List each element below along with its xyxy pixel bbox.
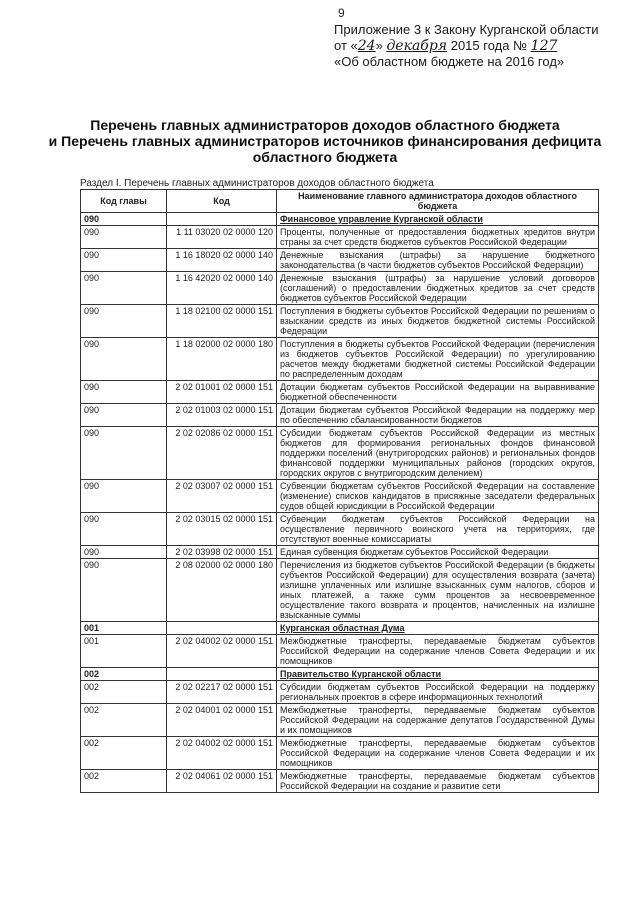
header-name: Наименование главного администратора доходов областного бюджета [277, 190, 599, 213]
chapter-code-cell: 090 [81, 381, 167, 404]
table-row [81, 226, 599, 249]
code-cell: 2 02 03007 02 0000 151 [167, 480, 277, 513]
code-cell [167, 213, 277, 226]
chapter-code-cell: 002 [81, 668, 167, 681]
table-group-row [81, 213, 599, 226]
table-row [81, 681, 599, 704]
title-line1: Перечень главных администраторов доходов областного бюджета [90, 117, 560, 133]
handwritten-day: 24 [357, 38, 376, 54]
name-cell: Проценты, полученные от предоставления бюджетных кредитов внутри страны за счет средств бюджетов субъектов Российской Федерации [277, 226, 599, 249]
chapter-code-cell: 002 [81, 737, 167, 770]
name-cell: Денежные взыскания (штрафы) за нарушение условий договоров (соглашений) о предоставлении бюджетных кредитов за счет средств бюджетов субъектов Российской Федерации [277, 272, 599, 305]
name-cell: Единая субвенция бюджетам субъектов Российской Федерации [277, 546, 599, 559]
appendix-mid: » [375, 38, 383, 53]
name-cell: Правительство Курганской области [277, 668, 599, 681]
chapter-code-cell: 090 [81, 559, 167, 622]
document-title [40, 117, 610, 165]
table-row [81, 513, 599, 546]
code-cell: 2 02 01003 02 0000 151 [167, 404, 277, 427]
appendix-prefix: от « [334, 38, 358, 53]
name-cell: Межбюджетные трансферты, передаваемые бюджетам субъектов Российской Федерации на содержание членов Совета Федерации и их помощников [277, 737, 599, 770]
code-cell: 2 02 04002 02 0000 151 [167, 737, 277, 770]
chapter-code-cell: 090 [81, 404, 167, 427]
chapter-code-cell: 002 [81, 770, 167, 793]
code-cell [167, 668, 277, 681]
name-cell: Субсидии бюджетам субъектов Российской Федерации из местных бюджетов для формирования региональных фондов финансовой поддержки поселений (внутригородских районов) и региональных фондов финансовой поддержки муниципальных районов (городских округов, городских округов с внутригородским делением) [277, 427, 599, 480]
administrators-table [80, 189, 599, 793]
chapter-code-cell: 090 [81, 305, 167, 338]
chapter-code-cell: 090 [81, 226, 167, 249]
name-cell: Межбюджетные трансферты, передаваемые бюджетам субъектов Российской Федерации на содержание членов Совета Федерации и их помощников [277, 635, 599, 668]
code-cell: 2 02 03998 02 0000 151 [167, 546, 277, 559]
handwritten-month: декабря [386, 38, 448, 54]
chapter-code-cell: 090 [81, 480, 167, 513]
code-cell: 2 02 04002 02 0000 151 [167, 635, 277, 668]
name-cell: Дотации бюджетам субъектов Российской Федерации на поддержку мер по обеспечению сбалансированности бюджетов [277, 404, 599, 427]
name-cell: Финансовое управление Курганской области [277, 213, 599, 226]
table-group-row [81, 668, 599, 681]
name-cell: Поступления в бюджеты субъектов Российской Федерации по решениям о взыскании средств из иных бюджетов бюджетной системы Российской Федерации [277, 305, 599, 338]
name-cell: Субвенции бюджетам субъектов Российской Федерации на составление (изменение) списков кандидатов в присяжные заседатели федеральных судов общей юрисдикции в Российской Федерации [277, 480, 599, 513]
appendix-line3: «Об областном бюджете на 2016 год» [334, 54, 565, 69]
table-row [81, 272, 599, 305]
chapter-code-cell: 090 [81, 513, 167, 546]
table-row [81, 480, 599, 513]
appendix-line1: Приложение 3 к Закону Курганской области [334, 22, 599, 37]
title-line2: и Перечень главных администраторов источников финансирования дефицита [48, 133, 602, 149]
code-cell: 1 16 42020 02 0000 140 [167, 272, 277, 305]
name-cell: Дотации бюджетам субъектов Российской Федерации на выравнивание бюджетной обеспеченности [277, 381, 599, 404]
name-cell: Денежные взыскания (штрафы) за нарушение бюджетного законодательства (в части бюджетов субъектов Российской Федерации) [277, 249, 599, 272]
table-row [81, 427, 599, 480]
chapter-code-cell: 090 [81, 213, 167, 226]
appendix-line2 [334, 38, 599, 54]
name-cell: Курганская областная Дума [277, 622, 599, 635]
code-cell: 2 02 01001 02 0000 151 [167, 381, 277, 404]
table-row [81, 249, 599, 272]
chapter-code-cell: 001 [81, 635, 167, 668]
code-cell: 2 02 02086 02 0000 151 [167, 427, 277, 480]
chapter-code-cell: 090 [81, 338, 167, 381]
code-cell: 2 08 02000 02 0000 180 [167, 559, 277, 622]
name-cell: Поступления в бюджеты субъектов Российской Федерации (перечисления из бюджетов субъектов Российской Федерации) по урегулированию расчетов между бюджетами бюджетной системы Российской Федерации по распределенным доходам [277, 338, 599, 381]
code-cell: 1 18 02100 02 0000 151 [167, 305, 277, 338]
table-body [81, 213, 599, 793]
table-group-row [81, 622, 599, 635]
name-cell: Межбюджетные трансферты, передаваемые бюджетам субъектов Российской Федерации на создание и развитие сети [277, 770, 599, 793]
table-row [81, 559, 599, 622]
appendix-block [334, 22, 599, 70]
table-row [81, 737, 599, 770]
header-chapter-code: Код главы [81, 190, 167, 213]
code-cell: 1 18 02000 02 0000 180 [167, 338, 277, 381]
appendix-year: 2015 года № [450, 38, 528, 53]
table-row [81, 404, 599, 427]
table-row [81, 635, 599, 668]
name-cell: Перечисления из бюджетов субъектов Российской Федерации (в бюджеты субъектов Российской Федерации) для осуществления возврата (зачета) излишне уплаченных или излишне взысканных сумм налогов, сборов и иных платежей, а также сумм процентов за несвоевременное осуществление такого возврата и процентов, начисленных на излишне взысканные суммы [277, 559, 599, 622]
table-header-row [81, 190, 599, 213]
section-title: Раздел I. Перечень главных администраторов доходов областного бюджета [80, 178, 434, 189]
code-cell: 1 16 18020 02 0000 140 [167, 249, 277, 272]
chapter-code-cell: 002 [81, 704, 167, 737]
code-cell: 2 02 04001 02 0000 151 [167, 704, 277, 737]
table-row [81, 704, 599, 737]
code-cell: 2 02 04061 02 0000 151 [167, 770, 277, 793]
table-row [81, 381, 599, 404]
table-row [81, 338, 599, 381]
title-line3: областного бюджета [252, 149, 398, 165]
chapter-code-cell: 002 [81, 681, 167, 704]
header-code: Код [167, 190, 277, 213]
table-row [81, 305, 599, 338]
page-number: 9 [338, 6, 345, 20]
chapter-code-cell: 090 [81, 249, 167, 272]
name-cell: Субсидии бюджетам субъектов Российской Федерации на поддержку региональных проектов в сфере информационных технологий [277, 681, 599, 704]
chapter-code-cell: 001 [81, 622, 167, 635]
code-cell [167, 622, 277, 635]
code-cell: 2 02 02217 02 0000 151 [167, 681, 277, 704]
name-cell: Межбюджетные трансферты, передаваемые бюджетам субъектов Российской Федерации на содержание депутатов Государственной Думы и их помощников [277, 704, 599, 737]
handwritten-number: 127 [530, 38, 558, 54]
code-cell: 2 02 03015 02 0000 151 [167, 513, 277, 546]
chapter-code-cell: 090 [81, 427, 167, 480]
table-row [81, 546, 599, 559]
name-cell: Субвенции бюджетам субъектов Российской Федерации на осуществление первичного воинского учета на территориях, где отсутствуют военные комиссариаты [277, 513, 599, 546]
table-row [81, 770, 599, 793]
chapter-code-cell: 090 [81, 546, 167, 559]
code-cell: 1 11 03020 02 0000 120 [167, 226, 277, 249]
chapter-code-cell: 090 [81, 272, 167, 305]
